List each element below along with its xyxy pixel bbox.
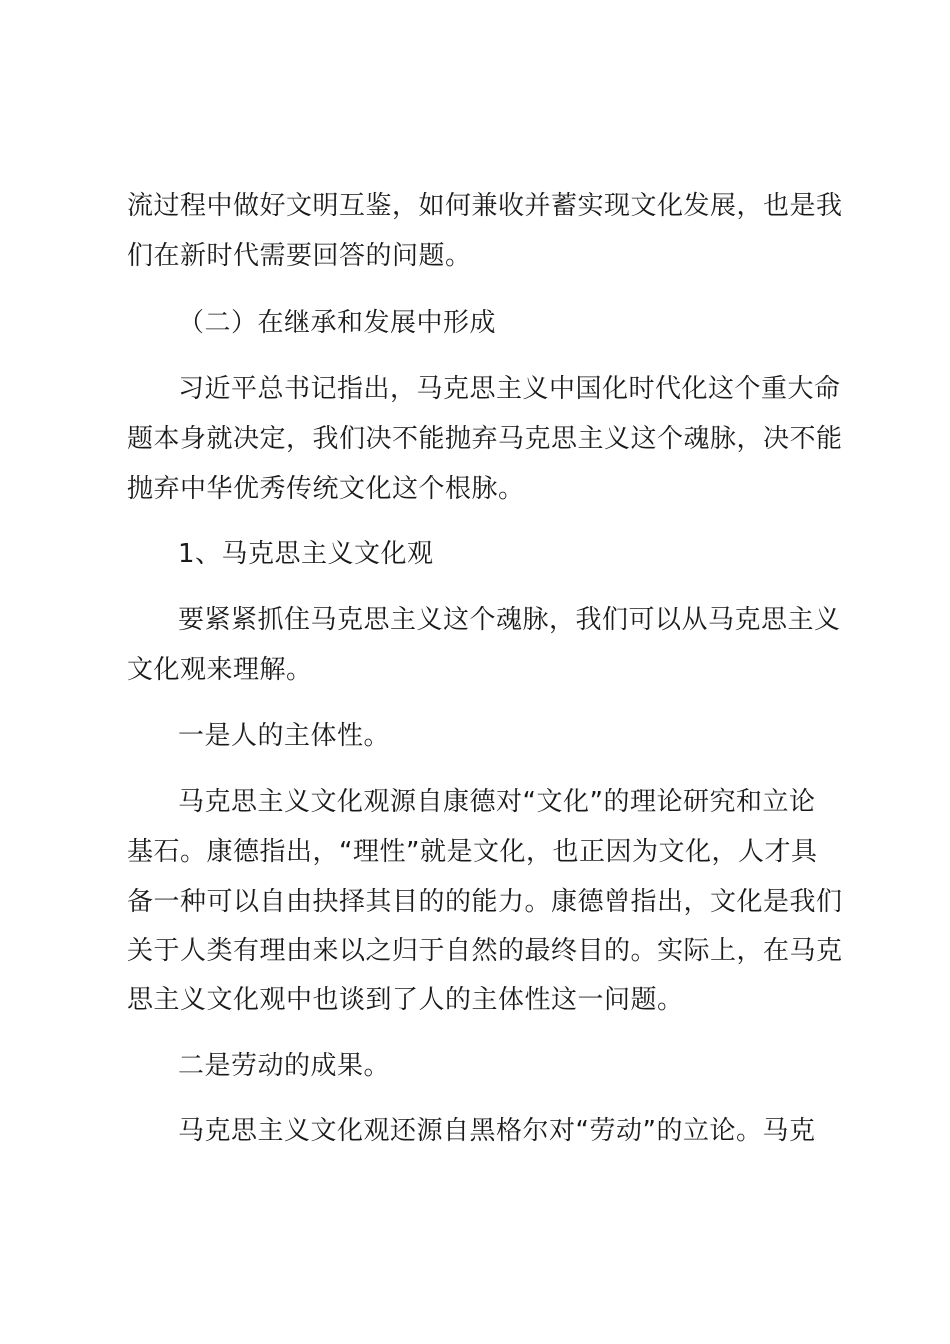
paragraph-line: 抛弃中华优秀传统文化这个根脉。 [127, 474, 525, 504]
paragraph-line: 们在新时代需要回答的问题。 [127, 241, 472, 271]
paragraph-line: 习近平总书记指出，马克思主义中国化时代化这个重大命 [178, 374, 841, 404]
paragraph-line: 马克思主义文化观源自康德对“文化”的理论研究和立论 [178, 787, 816, 817]
subsection-heading: 1、马克思主义文化观 [178, 539, 434, 569]
paragraph-line: 思主义文化观中也谈到了人的主体性这一问题。 [127, 985, 684, 1015]
section-heading: （二）在继承和发展中形成 [178, 308, 497, 338]
paragraph-line: 要紧紧抓住马克思主义这个魂脉，我们可以从马克思主义 [178, 605, 841, 635]
paragraph-line: 马克思主义文化观还源自黑格尔对“劳动”的立论。马克 [178, 1116, 816, 1146]
paragraph-line: 关于人类有理由来以之归于自然的最终目的。实际上，在马克 [127, 936, 843, 966]
paragraph-line: 基石。康德指出，“理性”就是文化，也正因为文化，人才具 [127, 837, 818, 867]
paragraph-line: 题本身就决定，我们决不能抛弃马克思主义这个魂脉，决不能 [127, 424, 843, 454]
paragraph-line: 流过程中做好文明互鉴，如何兼收并蓄实现文化发展，也是我 [127, 191, 843, 221]
point-heading: 二是劳动的成果。 [178, 1051, 391, 1081]
paragraph-line: 文化观来理解。 [127, 655, 313, 685]
point-heading: 一是人的主体性。 [178, 721, 391, 751]
paragraph-line: 备一种可以自由抉择其目的的能力。康德曾指出，文化是我们 [127, 887, 843, 917]
